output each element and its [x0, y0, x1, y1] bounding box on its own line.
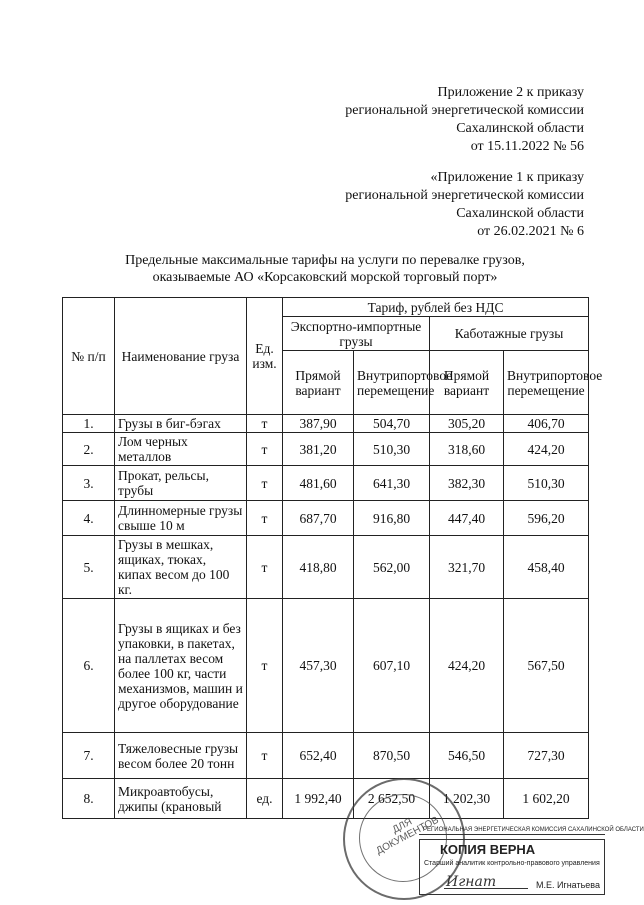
title-line-2: оказываемые АО «Корсаковский морской торговый порт» — [152, 270, 498, 285]
row-cabotage-internal: 727,30 — [504, 733, 589, 779]
appendix-2-reference — [345, 84, 584, 156]
table-row — [63, 779, 589, 819]
signer-name: М.Е. Игнатьева — [535, 880, 600, 890]
copy-stamp-header: РЕГИОНАЛЬНАЯ ЭНЕРГЕТИЧЕСКАЯ КОМИССИЯ САХАЛИНСКОЙ ОБЛАСТИ — [419, 826, 605, 835]
row-export-internal: 641,30 — [354, 466, 430, 501]
table-row — [63, 433, 589, 466]
table-row — [63, 501, 589, 536]
appendix-1-reference — [345, 169, 584, 241]
row-export-direct: 457,30 — [283, 599, 354, 733]
certified-copy-stamp — [419, 826, 644, 902]
copy-stamp-frame — [419, 839, 605, 895]
appendix-2-line-3: Сахалинской области — [456, 121, 584, 136]
row-unit: т — [247, 733, 283, 779]
row-export-internal: 2 652,50 — [354, 779, 430, 819]
row-cabotage-internal: 567,50 — [504, 599, 589, 733]
row-cabotage-internal: 510,30 — [504, 466, 589, 501]
row-cabotage-direct: 1 202,30 — [430, 779, 504, 819]
row-cargo-name: Грузы в мешках, ящиках, тюках, кипах весом до 100 кг. — [115, 536, 247, 599]
row-num: 5. — [63, 536, 115, 599]
appendix-1-line-2: региональной энергетической комиссии — [345, 188, 584, 203]
row-cabotage-direct: 305,20 — [430, 415, 504, 433]
row-cabotage-internal: 458,40 — [504, 536, 589, 599]
header-tariff: Тариф, рублей без НДС — [283, 298, 589, 317]
row-cargo-name: Длинномерные грузы свыше 10 м — [115, 501, 247, 536]
header-export-import: Экспортно-импортные грузы — [283, 317, 430, 351]
row-cabotage-internal: 1 602,20 — [504, 779, 589, 819]
row-unit: т — [247, 536, 283, 599]
appendix-2-line-1: Приложение 2 к приказу — [437, 85, 584, 100]
row-num: 3. — [63, 466, 115, 501]
row-export-direct: 687,70 — [283, 501, 354, 536]
row-export-direct: 381,20 — [283, 433, 354, 466]
header-num: № п/п — [63, 298, 115, 415]
row-unit: т — [247, 466, 283, 501]
title-line-1: Предельные максимальные тарифы на услуги по перевалке грузов, — [125, 253, 525, 268]
table-row — [63, 599, 589, 733]
row-export-direct: 481,60 — [283, 466, 354, 501]
row-unit: т — [247, 433, 283, 466]
appendix-2-line-2: региональной энергетической комиссии — [345, 103, 584, 118]
row-export-internal: 510,30 — [354, 433, 430, 466]
row-cabotage-direct: 321,70 — [430, 536, 504, 599]
row-unit: т — [247, 501, 283, 536]
row-cabotage-direct: 424,20 — [430, 599, 504, 733]
row-cargo-name: Микроавтобусы, джипы (крановый — [115, 779, 247, 819]
row-unit: т — [247, 599, 283, 733]
row-cabotage-direct: 318,60 — [430, 433, 504, 466]
row-export-internal: 607,10 — [354, 599, 430, 733]
row-cabotage-internal: 596,20 — [504, 501, 589, 536]
appendix-1-line-1: «Приложение 1 к приказу — [430, 170, 584, 185]
document-title — [60, 252, 590, 286]
header-name: Наименование груза — [115, 298, 247, 415]
table-row — [63, 536, 589, 599]
row-export-direct: 387,90 — [283, 415, 354, 433]
seal-text: ДЛЯ ДОКУМЕНТОВ — [374, 814, 441, 857]
row-cargo-name: Тяжеловесные грузы весом более 20 тонн — [115, 733, 247, 779]
row-num: 1. — [63, 415, 115, 433]
row-num: 7. — [63, 733, 115, 779]
header-cabotage-direct: Прямой вариант — [430, 351, 504, 415]
row-cabotage-direct: 447,40 — [430, 501, 504, 536]
row-cargo-name: Лом черных металлов — [115, 433, 247, 466]
row-export-internal: 504,70 — [354, 415, 430, 433]
row-num: 6. — [63, 599, 115, 733]
header-cabotage: Каботажные грузы — [430, 317, 589, 351]
row-cabotage-internal: 406,70 — [504, 415, 589, 433]
row-export-direct: 652,40 — [283, 733, 354, 779]
signer-role: Старший аналитик контрольно-правового управления — [424, 860, 600, 867]
row-cargo-name: Грузы в биг-бэгах — [115, 415, 247, 433]
appendix-1-line-4: от 26.02.2021 № 6 — [477, 224, 584, 239]
row-cargo-name: Грузы в ящиках и без упаковки, в пакетах, на паллетах весом более 100 кг, части механизмов, машин и другое оборудование — [115, 599, 247, 733]
table-row — [63, 415, 589, 433]
row-export-direct: 418,80 — [283, 536, 354, 599]
header-export-internal: Внутрипортовое перемещение — [354, 351, 430, 415]
row-num: 8. — [63, 779, 115, 819]
row-cabotage-internal: 424,20 — [504, 433, 589, 466]
row-export-internal: 562,00 — [354, 536, 430, 599]
row-export-internal: 870,50 — [354, 733, 430, 779]
row-unit: т — [247, 415, 283, 433]
tariff-table — [62, 297, 603, 819]
row-cabotage-direct: 382,30 — [430, 466, 504, 501]
header-unit: Ед. изм. — [247, 298, 283, 415]
row-cabotage-direct: 546,50 — [430, 733, 504, 779]
header-export-direct: Прямой вариант — [283, 351, 354, 415]
row-export-internal: 916,80 — [354, 501, 430, 536]
header-cabotage-internal: Внутрипортовое перемещение — [504, 351, 589, 415]
appendix-2-line-4: от 15.11.2022 № 56 — [470, 139, 584, 154]
table-row — [63, 466, 589, 501]
row-unit: ед. — [247, 779, 283, 819]
appendix-1-line-3: Сахалинской области — [456, 206, 584, 221]
copy-verified-label: КОПИЯ ВЕРНА — [440, 842, 536, 857]
table-row — [63, 733, 589, 779]
row-num: 4. — [63, 501, 115, 536]
handwritten-signature: Игнат — [446, 874, 497, 890]
row-export-direct: 1 992,40 — [283, 779, 354, 819]
row-cargo-name: Прокат, рельсы, трубы — [115, 466, 247, 501]
signature-row — [424, 872, 600, 892]
row-num: 2. — [63, 433, 115, 466]
